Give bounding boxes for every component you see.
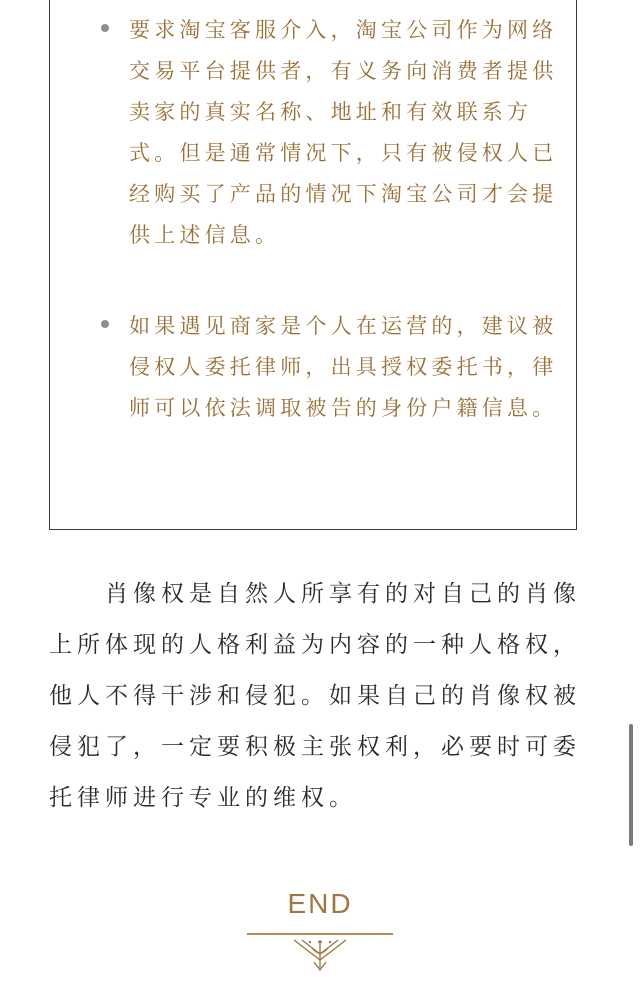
bullet-text: 如果遇见商家是个人在运营的，建议被侵权人委托律师，出具授权委托书，律师可以依法调取被告的身份户籍信息。 — [129, 314, 558, 420]
end-divider — [247, 933, 393, 935]
ornament-icon — [290, 938, 350, 972]
bordered-info-box — [49, 0, 577, 530]
bullet-dot-icon — [101, 24, 109, 32]
scrollbar[interactable] — [629, 724, 633, 846]
end-label: END — [287, 888, 353, 919]
body-paragraph: 肖像权是自然人所享有的对自己的肖像上所体现的人格利益为内容的一种人格权，他人不得干涉和侵犯。如果自己的肖像权被侵犯了，一定要积极主张权利，必要时可委托律师进行专业的维权。 — [49, 581, 581, 811]
bullet-text: 要求淘宝客服介入，淘宝公司作为网络交易平台提供者，有义务向消费者提供卖家的真实名称、地址和有效联系方式。但是通常情况下，只有被侵权人已经购买了产品的情况下淘宝公司才会提供上述信息。 — [129, 18, 558, 247]
bullet-dot-icon — [101, 320, 109, 328]
